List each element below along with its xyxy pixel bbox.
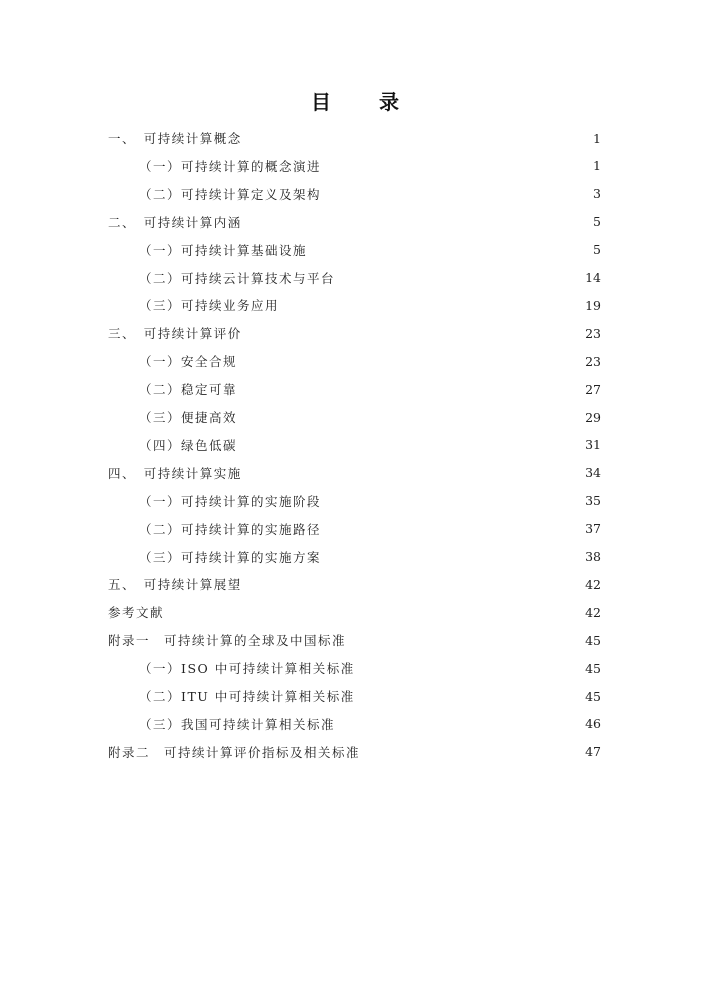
toc-dot-leader [167, 605, 582, 619]
toc-entry[interactable] [139, 434, 601, 456]
toc-dot-leader [245, 326, 582, 340]
toc-entry-page: 31 [585, 437, 601, 453]
toc-entry-page: 42 [585, 576, 601, 592]
toc-entry-label: 四、 可持续计算实施 [108, 465, 242, 481]
toc-entry[interactable] [139, 350, 601, 372]
toc-entry-label: 五、 可持续计算展望 [108, 577, 242, 593]
toc-entry-label: （二）ITU 中可持续计算相关标准 [139, 689, 355, 704]
toc-entry-page: 45 [585, 660, 601, 676]
toc-entry-label: 附录一 可持续计算的全球及中国标准 [108, 633, 347, 649]
toc-entry-page: 23 [585, 325, 601, 341]
toc-entry-label: （三）可持续业务应用 [139, 298, 280, 314]
toc-dot-leader [338, 717, 582, 731]
toc-entry[interactable] [139, 378, 601, 400]
toc-entry-label: （二）可持续云计算技术与平台 [139, 270, 336, 286]
toc-entry-page: 1 [593, 130, 601, 146]
toc-entry[interactable] [139, 685, 601, 707]
toc-dot-leader [240, 410, 582, 424]
toc-entry[interactable] [139, 713, 601, 735]
toc-entry-label: 一、 可持续计算概念 [108, 131, 242, 146]
toc-entry-label: （一）ISO 中可持续计算相关标准 [139, 661, 355, 677]
toc-entry-label: 三、 可持续计算评价 [108, 326, 242, 342]
toc-entry[interactable] [108, 322, 601, 344]
toc-entry[interactable] [108, 211, 601, 233]
toc-dot-leader [324, 550, 582, 564]
toc-entry[interactable] [108, 741, 601, 763]
toc-entry[interactable] [108, 462, 601, 484]
toc-entry-label: 参考文献 [108, 605, 165, 621]
toc-entry-label: （四）绿色低碳 [139, 437, 238, 453]
toc-dot-leader [240, 438, 582, 452]
toc-entry[interactable] [139, 546, 601, 568]
toc-entry-label: （一）可持续计算的实施阶段 [139, 493, 322, 509]
toc-entry[interactable] [108, 629, 601, 651]
toc-entry-label: （三）可持续计算的实施方案 [139, 549, 322, 565]
toc-title: 目 录 [311, 90, 413, 114]
toc-entry-page: 29 [585, 409, 601, 425]
toc-entry[interactable] [108, 573, 601, 595]
toc-entry-label: （二）可持续计算的实施路径 [139, 521, 322, 537]
toc-entry[interactable] [108, 127, 601, 149]
toc-entry-page: 23 [585, 353, 601, 369]
toc-dot-leader [245, 131, 590, 145]
toc-entry-label: （三）我国可持续计算相关标准 [139, 716, 336, 732]
toc-entry-label: （一）安全合规 [139, 354, 238, 370]
toc-dot-leader [240, 382, 582, 396]
toc-dot-leader [282, 298, 582, 312]
toc-entry-label: （二）可持续计算定义及架构 [139, 186, 322, 202]
toc-entry[interactable] [139, 490, 601, 512]
toc-entry[interactable] [139, 406, 601, 428]
toc-entry-page: 5 [593, 242, 601, 258]
toc-entry[interactable] [139, 294, 601, 316]
toc-entry-page: 1 [593, 158, 601, 174]
toc-entry-page: 46 [585, 716, 601, 732]
toc-entry-label: （三）便捷高效 [139, 410, 238, 425]
toc-dot-leader [358, 689, 582, 703]
toc-entry-page: 38 [585, 549, 601, 564]
toc-dot-leader [245, 577, 582, 591]
toc-entry-page: 19 [585, 297, 601, 313]
toc-entry-page: 45 [585, 632, 601, 648]
toc-dot-leader [338, 271, 582, 285]
toc-entry-page: 45 [585, 688, 601, 704]
toc-dot-leader [324, 159, 590, 173]
toc-dot-leader [240, 354, 582, 368]
toc-entry[interactable] [139, 657, 601, 679]
toc-entry-page: 35 [585, 493, 601, 509]
toc-entry-page: 3 [593, 186, 601, 202]
toc-entry[interactable] [139, 267, 601, 289]
toc-entry[interactable] [108, 601, 601, 623]
toc-entry-label: （一）可持续计算的概念演进 [139, 158, 322, 174]
toc-dot-leader [245, 466, 582, 480]
toc-dot-leader [324, 494, 582, 508]
toc-dot-leader [363, 745, 582, 759]
toc-entry-page: 14 [585, 270, 601, 285]
toc-entry-label: （二）稳定可靠 [139, 382, 238, 398]
toc-entry[interactable] [139, 183, 601, 205]
toc-dot-leader [324, 187, 590, 201]
toc-entry-label: 二、 可持续计算内涵 [108, 214, 242, 230]
toc-entry-label: （一）可持续计算基础设施 [139, 242, 308, 258]
toc-dot-leader [324, 522, 582, 536]
toc-entry-page: 34 [585, 465, 601, 481]
toc-entry[interactable] [139, 518, 601, 540]
toc-entry[interactable] [139, 155, 601, 177]
toc-entry-page: 47 [585, 744, 601, 760]
toc-entry-page: 27 [585, 381, 601, 397]
toc-dot-leader [358, 661, 582, 675]
toc-entry-label: 附录二 可持续计算评价指标及相关标准 [108, 744, 361, 760]
toc-dot-leader [349, 633, 582, 647]
toc-dot-leader [310, 243, 590, 257]
toc-entry-page: 37 [585, 521, 601, 537]
toc-entry[interactable] [139, 239, 601, 261]
toc-entry-page: 5 [593, 214, 601, 230]
toc-dot-leader [245, 215, 590, 229]
toc-entry-page: 42 [585, 604, 601, 620]
